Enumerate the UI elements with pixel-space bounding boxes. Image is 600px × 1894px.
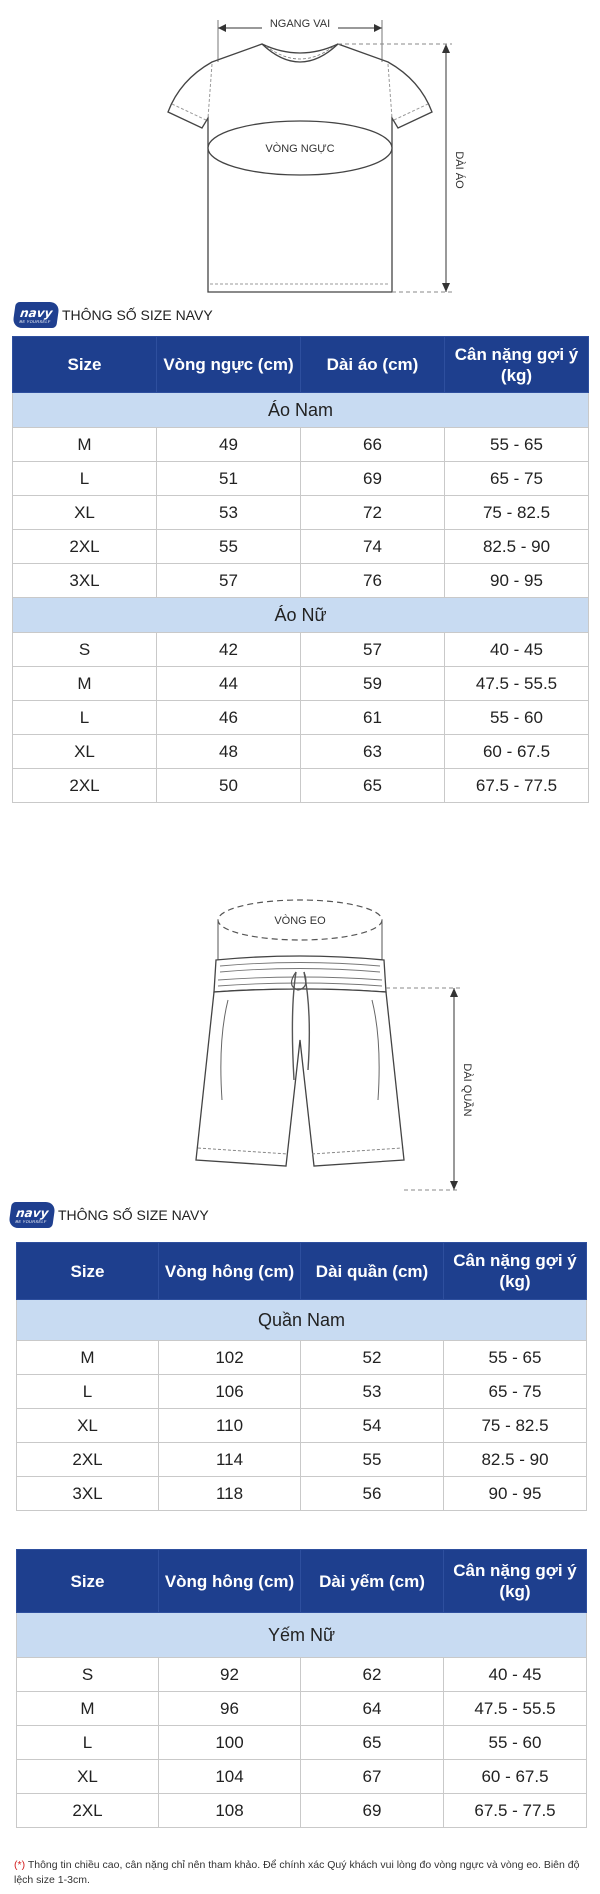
header-size: Size bbox=[13, 337, 157, 393]
cell-measure-2: 74 bbox=[301, 530, 445, 564]
group-row bbox=[17, 1300, 587, 1341]
pants-size-title: THÔNG SỐ SIZE NAVY bbox=[58, 1207, 209, 1223]
header-chest: Vòng ngực (cm) bbox=[157, 337, 301, 393]
shirt-length-label: DÀI ÁO bbox=[453, 151, 465, 189]
footnote-text: Thông tin chiều cao, cân nặng chỉ nên tham khảo. Để chính xác Quý khách vui lòng đo vòng ngực và vòng eo. Biên độ lệch size 1-3cm. bbox=[14, 1859, 580, 1886]
cell-size: S bbox=[13, 633, 157, 667]
table-row bbox=[17, 1794, 587, 1828]
cell-measure-1: 102 bbox=[159, 1341, 301, 1375]
header-weight: Cân nặng gợi ý (kg) bbox=[445, 337, 589, 393]
table-row bbox=[17, 1443, 587, 1477]
table-header-row bbox=[17, 1550, 587, 1613]
table-row bbox=[17, 1760, 587, 1794]
group-row bbox=[17, 1613, 587, 1658]
cell-measure-1: 106 bbox=[159, 1375, 301, 1409]
cell-size: 3XL bbox=[13, 564, 157, 598]
chest-label: VÒNG NGỰC bbox=[265, 143, 335, 155]
table-row bbox=[13, 564, 589, 598]
header-length: Dài yếm (cm) bbox=[301, 1550, 444, 1613]
table-row bbox=[13, 428, 589, 462]
header-weight: Cân nặng gợi ý (kg) bbox=[444, 1243, 587, 1300]
shirt-diagram bbox=[0, 0, 600, 300]
waist-label: VÒNG EO bbox=[274, 915, 326, 927]
table-row bbox=[13, 496, 589, 530]
header-weight: Cân nặng gợi ý (kg) bbox=[444, 1550, 587, 1613]
cell-weight: 75 - 82.5 bbox=[445, 496, 589, 530]
cell-size: XL bbox=[17, 1760, 159, 1794]
cell-measure-1: 42 bbox=[157, 633, 301, 667]
table-row bbox=[17, 1409, 587, 1443]
cell-measure-1: 104 bbox=[159, 1760, 301, 1794]
shirt-brand-header bbox=[14, 302, 213, 328]
cell-measure-1: 46 bbox=[157, 701, 301, 735]
pants-size-table bbox=[16, 1242, 587, 1511]
navy-logo: navy BE YOURSELF bbox=[8, 1202, 56, 1228]
cell-weight: 55 - 65 bbox=[444, 1341, 587, 1375]
cell-measure-2: 63 bbox=[301, 735, 445, 769]
cell-weight: 67.5 - 77.5 bbox=[444, 1794, 587, 1828]
group-label: Yếm Nữ bbox=[17, 1613, 587, 1658]
cell-weight: 75 - 82.5 bbox=[444, 1409, 587, 1443]
cell-measure-1: 48 bbox=[157, 735, 301, 769]
cell-measure-2: 57 bbox=[301, 633, 445, 667]
shirt-size-title: THÔNG SỐ SIZE NAVY bbox=[62, 307, 213, 323]
shirt-size-table bbox=[12, 336, 589, 803]
cell-measure-1: 51 bbox=[157, 462, 301, 496]
cell-size: L bbox=[13, 701, 157, 735]
header-hip: Vòng hông (cm) bbox=[159, 1550, 301, 1613]
cell-measure-1: 92 bbox=[159, 1658, 301, 1692]
table-row bbox=[13, 701, 589, 735]
cell-measure-1: 118 bbox=[159, 1477, 301, 1511]
cell-measure-2: 55 bbox=[301, 1443, 444, 1477]
cell-measure-2: 72 bbox=[301, 496, 445, 530]
cell-weight: 47.5 - 55.5 bbox=[444, 1692, 587, 1726]
cell-measure-1: 100 bbox=[159, 1726, 301, 1760]
cell-size: 2XL bbox=[17, 1443, 159, 1477]
cell-measure-1: 49 bbox=[157, 428, 301, 462]
cell-size: 2XL bbox=[13, 769, 157, 803]
cell-measure-2: 56 bbox=[301, 1477, 444, 1511]
header-size: Size bbox=[17, 1550, 159, 1613]
cell-size: L bbox=[17, 1375, 159, 1409]
cell-measure-1: 50 bbox=[157, 769, 301, 803]
shirt-illustration bbox=[0, 0, 600, 300]
cell-measure-2: 62 bbox=[301, 1658, 444, 1692]
cell-weight: 65 - 75 bbox=[444, 1375, 587, 1409]
pants-brand-header bbox=[10, 1202, 209, 1228]
cell-size: XL bbox=[17, 1409, 159, 1443]
cell-measure-2: 67 bbox=[301, 1760, 444, 1794]
table-row bbox=[13, 667, 589, 701]
cell-measure-2: 61 bbox=[301, 701, 445, 735]
cell-weight: 40 - 45 bbox=[445, 633, 589, 667]
cell-size: 2XL bbox=[17, 1794, 159, 1828]
cell-weight: 40 - 45 bbox=[444, 1658, 587, 1692]
overall-size-table bbox=[16, 1549, 587, 1828]
navy-logo: navy BE YOURSELF bbox=[12, 302, 60, 328]
cell-measure-1: 110 bbox=[159, 1409, 301, 1443]
cell-weight: 67.5 - 77.5 bbox=[445, 769, 589, 803]
pants-length-label: DÀI QUẦN bbox=[461, 1063, 473, 1117]
cell-size: 2XL bbox=[13, 530, 157, 564]
group-row bbox=[13, 598, 589, 633]
cell-size: M bbox=[17, 1692, 159, 1726]
pants-diagram bbox=[0, 890, 600, 1200]
cell-size: M bbox=[13, 428, 157, 462]
cell-weight: 60 - 67.5 bbox=[444, 1760, 587, 1794]
table-header-row bbox=[17, 1243, 587, 1300]
cell-weight: 55 - 60 bbox=[445, 701, 589, 735]
header-length: Dài áo (cm) bbox=[301, 337, 445, 393]
cell-measure-2: 69 bbox=[301, 462, 445, 496]
cell-measure-1: 108 bbox=[159, 1794, 301, 1828]
cell-size: 3XL bbox=[17, 1477, 159, 1511]
cell-measure-2: 59 bbox=[301, 667, 445, 701]
cell-measure-2: 66 bbox=[301, 428, 445, 462]
cell-size: XL bbox=[13, 496, 157, 530]
table-row bbox=[17, 1477, 587, 1511]
cell-weight: 60 - 67.5 bbox=[445, 735, 589, 769]
cell-measure-2: 54 bbox=[301, 1409, 444, 1443]
cell-measure-1: 53 bbox=[157, 496, 301, 530]
cell-measure-2: 76 bbox=[301, 564, 445, 598]
cell-weight: 47.5 - 55.5 bbox=[445, 667, 589, 701]
table-row bbox=[17, 1726, 587, 1760]
group-label: Áo Nữ bbox=[13, 598, 589, 633]
cell-size: M bbox=[17, 1341, 159, 1375]
table-row bbox=[13, 633, 589, 667]
cell-measure-2: 64 bbox=[301, 1692, 444, 1726]
cell-weight: 90 - 95 bbox=[445, 564, 589, 598]
cell-size: L bbox=[13, 462, 157, 496]
group-label: Quần Nam bbox=[17, 1300, 587, 1341]
table-row bbox=[17, 1375, 587, 1409]
table-header-row bbox=[13, 337, 589, 393]
table-row bbox=[13, 769, 589, 803]
cell-measure-2: 65 bbox=[301, 1726, 444, 1760]
cell-measure-1: 96 bbox=[159, 1692, 301, 1726]
group-row bbox=[13, 393, 589, 428]
cell-weight: 65 - 75 bbox=[445, 462, 589, 496]
cell-weight: 55 - 60 bbox=[444, 1726, 587, 1760]
cell-measure-2: 53 bbox=[301, 1375, 444, 1409]
cell-measure-1: 55 bbox=[157, 530, 301, 564]
group-label: Áo Nam bbox=[13, 393, 589, 428]
cell-measure-2: 52 bbox=[301, 1341, 444, 1375]
cell-weight: 55 - 65 bbox=[445, 428, 589, 462]
cell-weight: 90 - 95 bbox=[444, 1477, 587, 1511]
table-row bbox=[13, 530, 589, 564]
footnote bbox=[14, 1858, 594, 1888]
cell-measure-2: 69 bbox=[301, 1794, 444, 1828]
table-row bbox=[17, 1658, 587, 1692]
table-row bbox=[17, 1692, 587, 1726]
shorts-illustration bbox=[0, 890, 600, 1200]
cell-size: S bbox=[17, 1658, 159, 1692]
table-row bbox=[17, 1341, 587, 1375]
shoulder-label: NGANG VAI bbox=[269, 18, 331, 30]
table-row bbox=[13, 462, 589, 496]
header-hip: Vòng hông (cm) bbox=[159, 1243, 301, 1300]
table-row bbox=[13, 735, 589, 769]
cell-size: L bbox=[17, 1726, 159, 1760]
header-size: Size bbox=[17, 1243, 159, 1300]
cell-measure-1: 114 bbox=[159, 1443, 301, 1477]
footnote-mark: (*) bbox=[14, 1859, 26, 1871]
cell-measure-1: 44 bbox=[157, 667, 301, 701]
cell-size: M bbox=[13, 667, 157, 701]
header-length: Dài quần (cm) bbox=[301, 1243, 444, 1300]
cell-measure-2: 65 bbox=[301, 769, 445, 803]
cell-weight: 82.5 - 90 bbox=[444, 1443, 587, 1477]
cell-weight: 82.5 - 90 bbox=[445, 530, 589, 564]
cell-measure-1: 57 bbox=[157, 564, 301, 598]
cell-size: XL bbox=[13, 735, 157, 769]
